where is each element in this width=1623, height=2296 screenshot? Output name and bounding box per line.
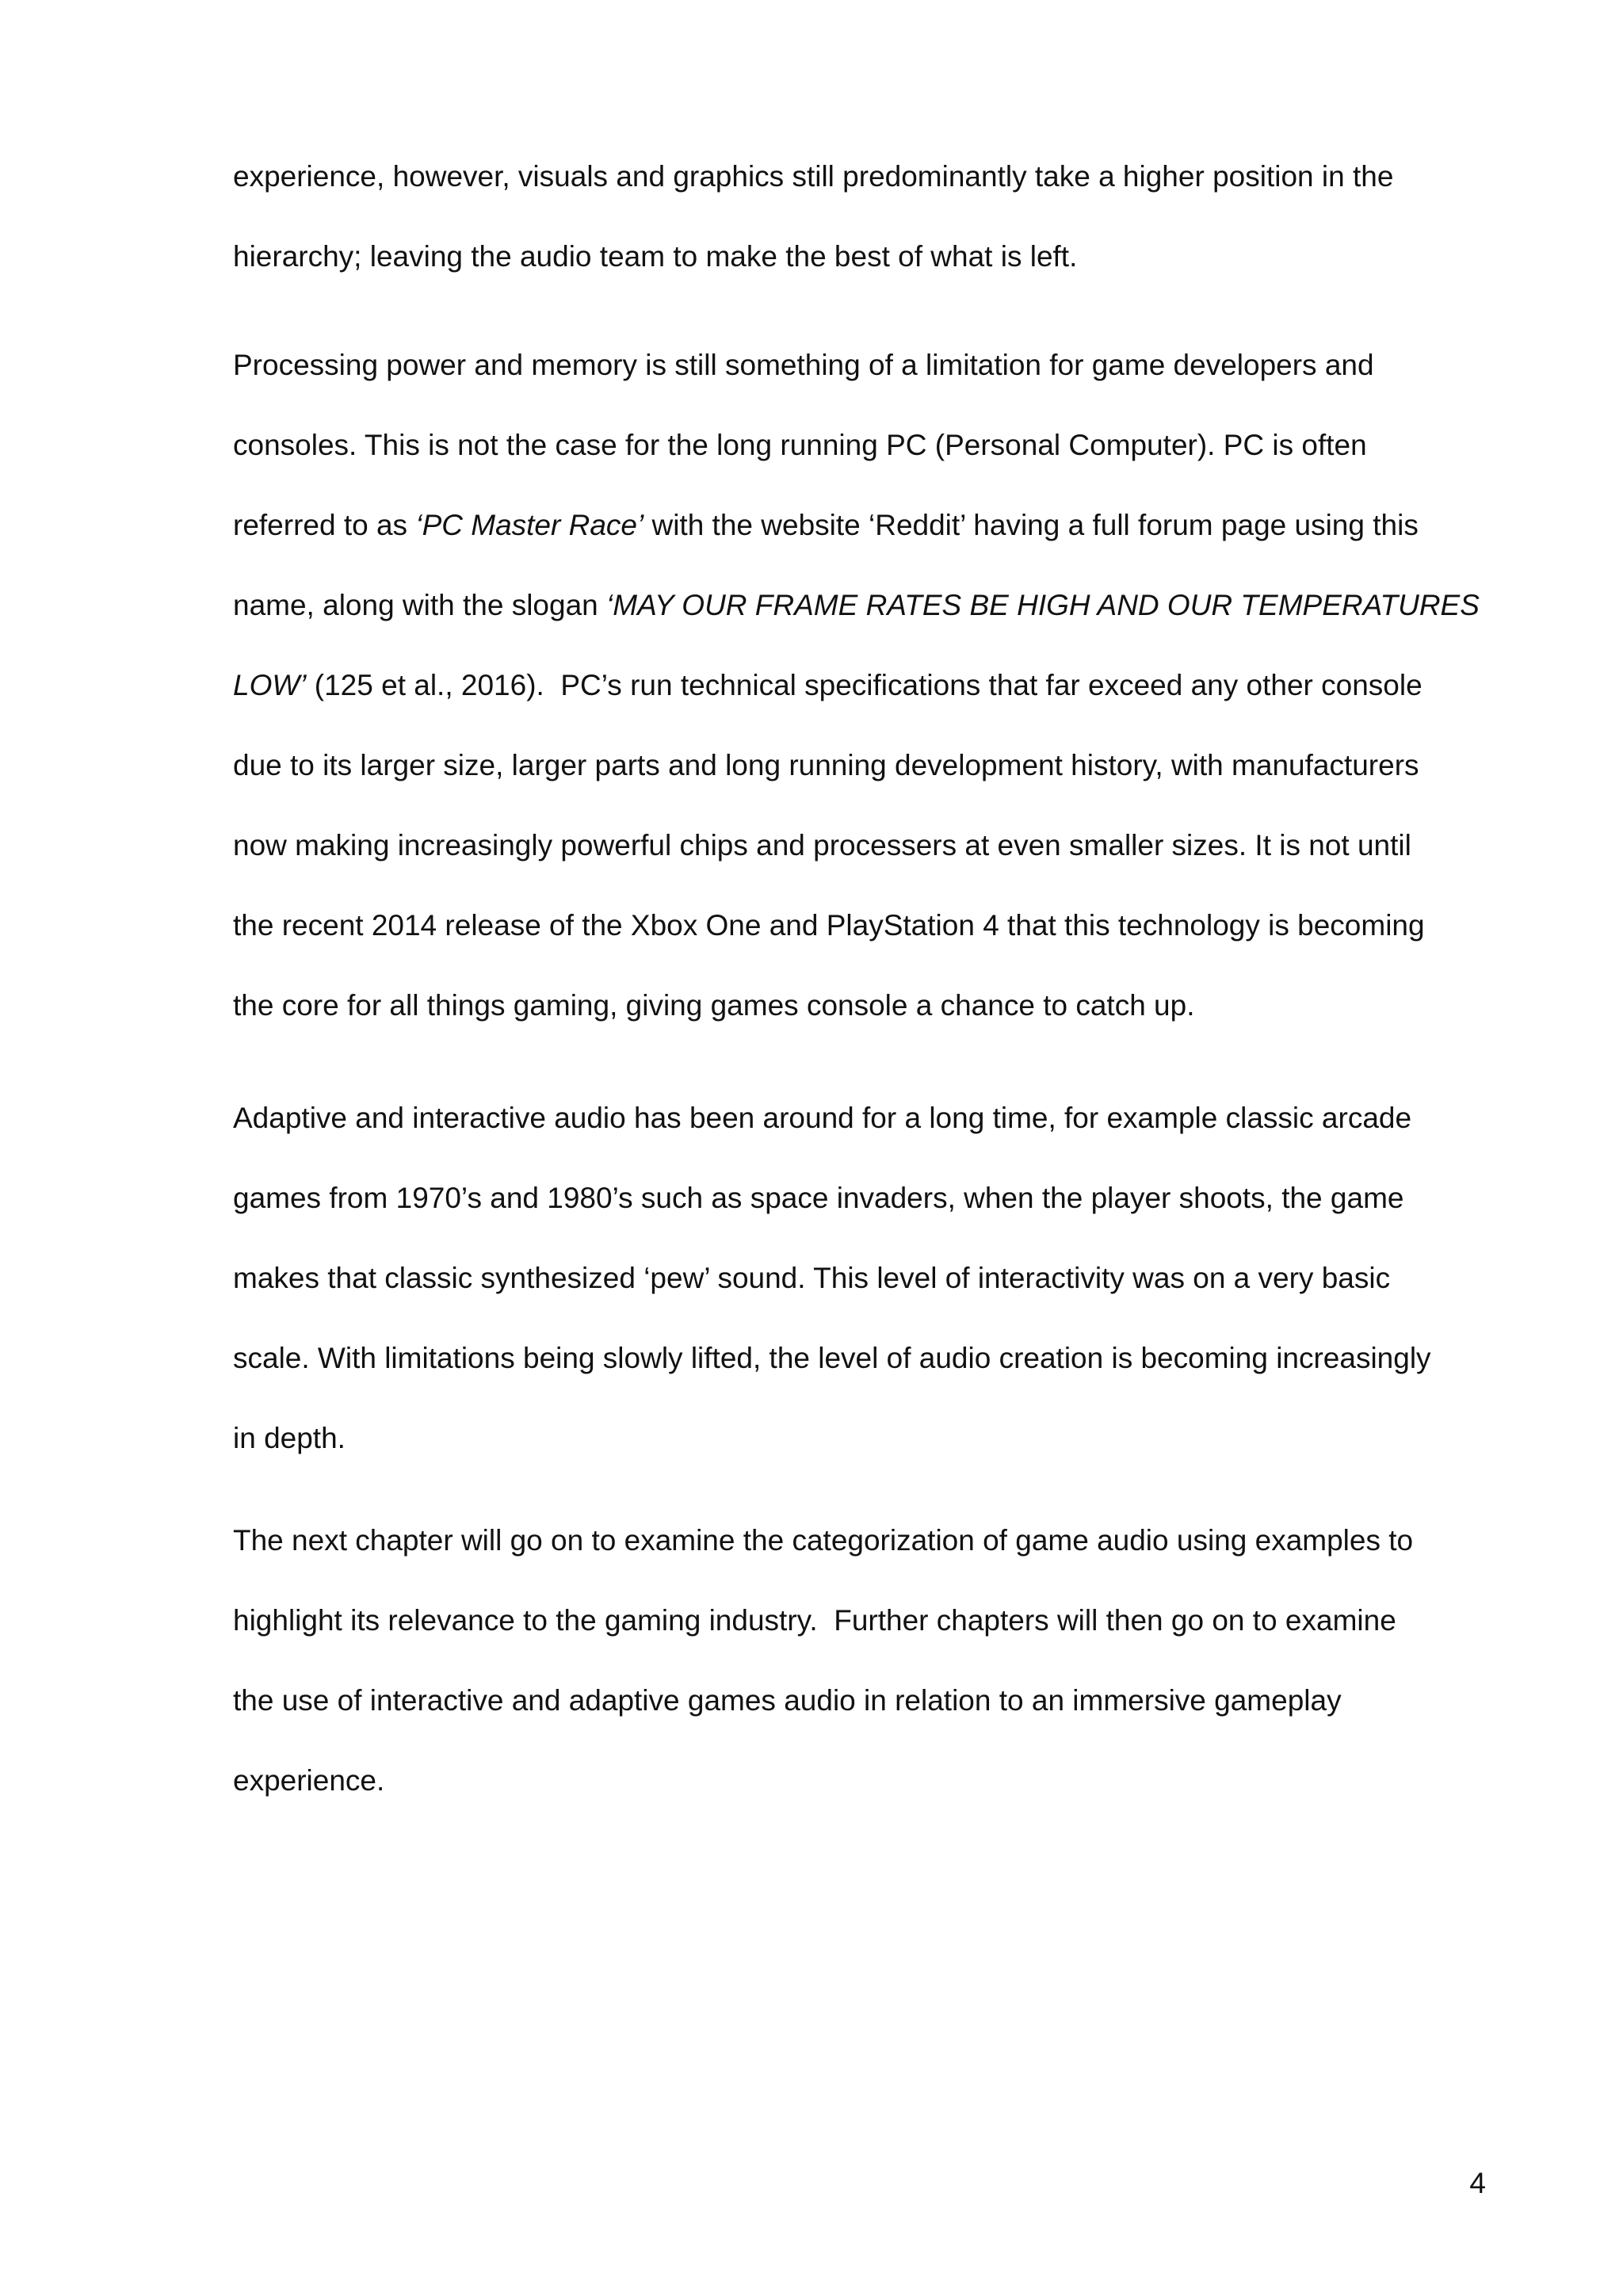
italic-text-segment: ‘MAY OUR FRAME RATES BE HIGH AND OUR TEMPERATURES [606, 589, 1480, 621]
text-segment: due to its larger size, larger parts and long running development history, with manufacturers [233, 749, 1419, 781]
text-segment: Processing power and memory is still something of a limitation for game developers and [233, 349, 1374, 381]
text-line [233, 1660, 1485, 1740]
text-line [233, 885, 1485, 965]
text-segment: games from 1970’s and 1980’s such as space invaders, when the player shoots, the game [233, 1182, 1404, 1214]
text-line [233, 216, 1485, 296]
text-segment: the core for all things gaming, giving games console a chance to catch up. [233, 989, 1195, 1022]
text-segment: hierarchy; leaving the audio team to make the best of what is left. [233, 240, 1078, 273]
text-line [233, 805, 1485, 885]
text-segment: the use of interactive and adaptive games audio in relation to an immersive gameplay [233, 1684, 1342, 1717]
paragraph [233, 325, 1485, 1045]
text-segment: experience, however, visuals and graphics still predominantly take a higher position in the [233, 160, 1394, 193]
text-segment: scale. With limitations being slowly lifted, the level of audio creation is becoming increasingly [233, 1342, 1431, 1374]
text-segment: highlight its relevance to the gaming industry. Further chapters will then go on to examine [233, 1604, 1396, 1637]
text-segment: experience. [233, 1764, 385, 1797]
text-line [233, 325, 1485, 405]
text-segment: the recent 2014 release of the Xbox One and PlayStation 4 that this technology is becoming [233, 909, 1425, 942]
text-segment: The next chapter will go on to examine the categorization of game audio using examples to [233, 1524, 1414, 1557]
text-segment: with the website ‘Reddit’ having a full forum page using this [643, 509, 1419, 541]
text-segment: (125 et al., 2016). PC’s run technical specifications that far exceed any other console [306, 669, 1423, 701]
text-segment: consoles. This is not the case for the long running PC (Personal Computer). PC is often [233, 429, 1367, 461]
text-line [233, 1500, 1485, 1580]
italic-text-segment: ‘PC Master Race’ [415, 509, 644, 541]
text-segment: now making increasingly powerful chips and processers at even smaller sizes. It is not until [233, 829, 1411, 861]
text-line [233, 645, 1485, 725]
text-line [233, 1078, 1485, 1158]
italic-text-segment: LOW’ [233, 669, 307, 701]
text-line [233, 725, 1485, 805]
paragraph [233, 1500, 1485, 1820]
text-line [233, 405, 1485, 485]
text-line [233, 485, 1485, 565]
text-line [233, 136, 1485, 216]
text-segment: name, along with the slogan [233, 589, 607, 621]
paragraph [233, 1078, 1485, 1478]
text-line [233, 1318, 1485, 1398]
text-line [233, 1398, 1485, 1478]
text-segment: in depth. [233, 1422, 346, 1454]
page-number: 4 [1469, 2167, 1486, 2199]
paragraph [233, 136, 1485, 296]
text-line [233, 1238, 1485, 1318]
text-line [233, 1158, 1485, 1238]
text-line [233, 1580, 1485, 1660]
text-segment: referred to as [233, 509, 416, 541]
text-segment: Adaptive and interactive audio has been around for a long time, for example classic arcade [233, 1102, 1412, 1134]
text-line [233, 565, 1485, 645]
text-segment: makes that classic synthesized ‘pew’ sound. This level of interactivity was on a very basic [233, 1262, 1391, 1294]
text-line [233, 1740, 1485, 1820]
text-line [233, 965, 1485, 1045]
